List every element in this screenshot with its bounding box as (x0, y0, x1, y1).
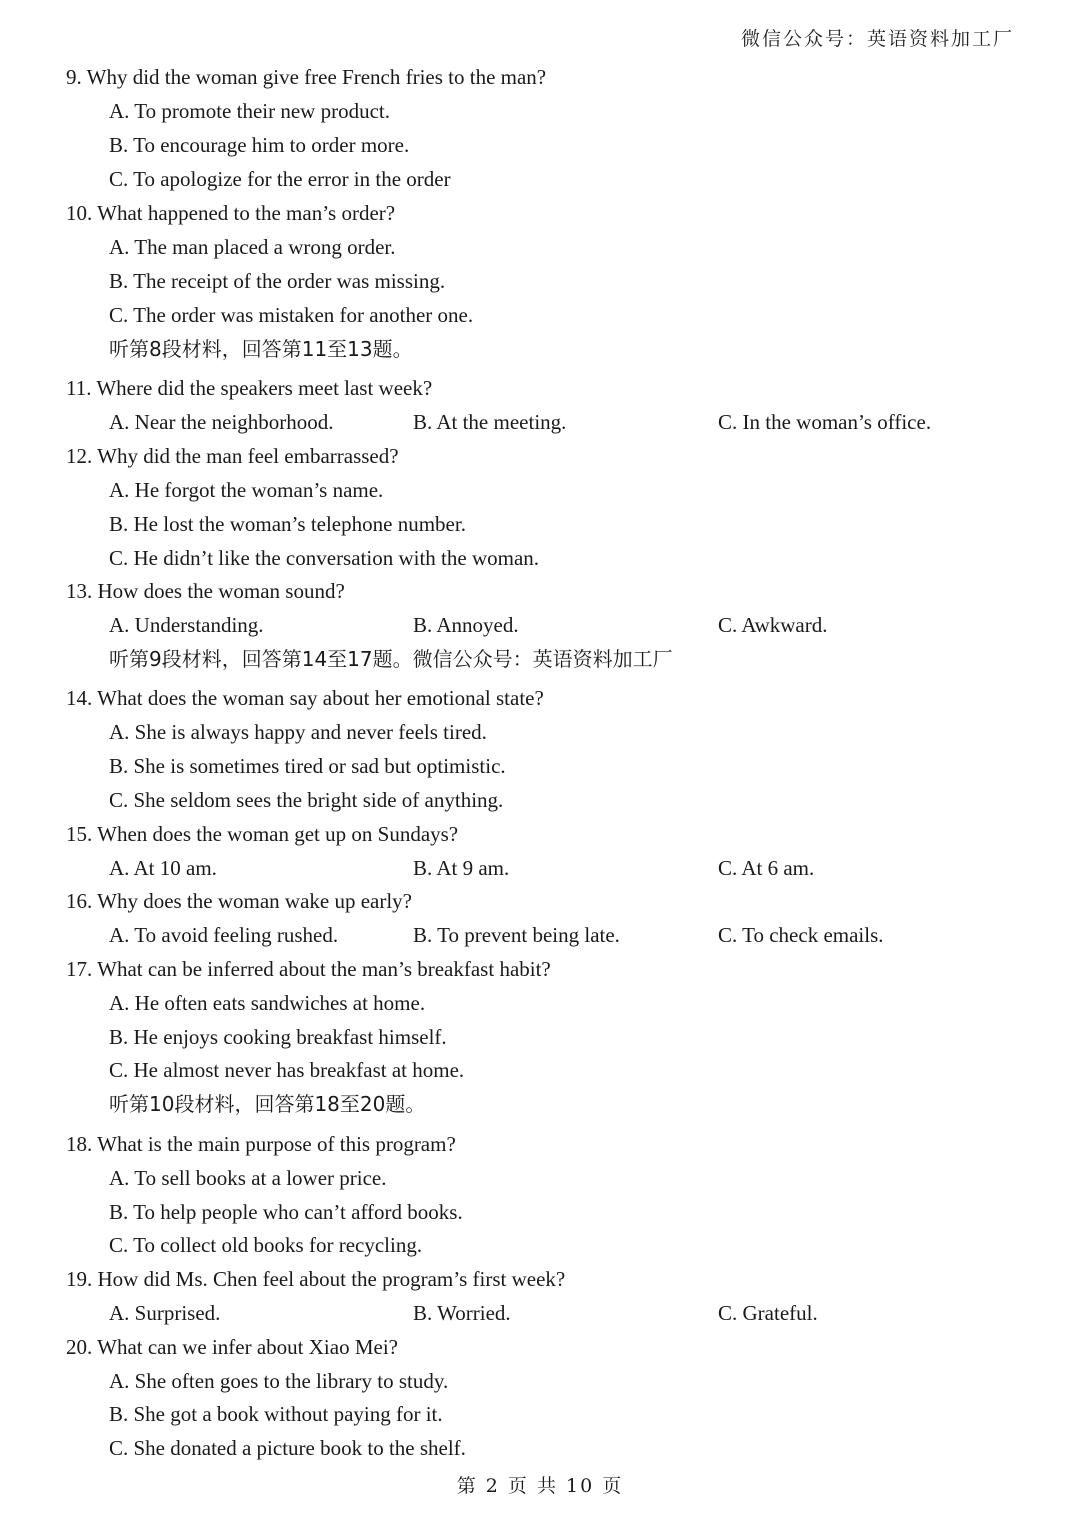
answer-option: B. He lost the woman’s telephone number. (109, 512, 466, 536)
option-b: B. To prevent being late. (413, 923, 620, 947)
answer-option: C. To collect old books for recycling. (109, 1233, 423, 1257)
option-c: C. To check emails. (718, 923, 884, 947)
section-instruction: 听第10段材料，回答第18至20题。 (109, 1092, 426, 1116)
answer-option: A. To promote their new product. (109, 99, 390, 123)
answer-option: C. He almost never has breakfast at home. (109, 1058, 465, 1082)
answer-option: A. To sell books at a lower price. (109, 1166, 387, 1190)
question-stem: 19. How did Ms. Chen feel about the program’s first week? (66, 1267, 566, 1291)
question-stem: 11. Where did the speakers meet last week? (66, 376, 433, 400)
answer-option: C. She donated a picture book to the shelf. (109, 1436, 466, 1460)
option-b: B. Worried. (413, 1301, 511, 1325)
option-a: A. At 10 am. (109, 856, 217, 880)
question-stem: 10. What happened to the man’s order? (66, 201, 396, 225)
question-stem: 16. Why does the woman wake up early? (66, 889, 413, 913)
answer-option: A. He often eats sandwiches at home. (109, 991, 426, 1015)
answer-option: C. The order was mistaken for another one. (109, 303, 474, 327)
page-number: 第 2 页 共 10 页 (456, 1475, 624, 1497)
option-c: C. In the woman’s office. (718, 410, 932, 434)
question-stem: 9. Why did the woman give free French fries to the man? (66, 65, 547, 89)
header-watermark: 微信公众号：英语资料加工厂 (740, 28, 1014, 50)
option-b: B. At 9 am. (413, 856, 510, 880)
question-stem: 18. What is the main purpose of this program? (66, 1132, 456, 1156)
option-c: C. Grateful. (718, 1301, 818, 1325)
question-stem: 17. What can be inferred about the man’s breakfast habit? (66, 957, 551, 981)
option-a: A. Near the neighborhood. (109, 410, 334, 434)
answer-option: C. To apologize for the error in the order (109, 167, 451, 191)
section-instruction: 听第8段材料，回答第11至13题。 (109, 337, 413, 361)
option-c: C. At 6 am. (718, 856, 815, 880)
answer-option: B. The receipt of the order was missing. (109, 269, 446, 293)
answer-option: C. He didn’t like the conversation with the woman. (109, 546, 540, 570)
answer-option: B. To help people who can’t afford books. (109, 1200, 463, 1224)
option-c: C. Awkward. (718, 613, 828, 637)
question-stem: 14. What does the woman say about her emotional state? (66, 686, 544, 710)
answer-option: C. She seldom sees the bright side of anything. (109, 788, 504, 812)
option-a: A. Surprised. (109, 1301, 221, 1325)
answer-option: A. She often goes to the library to study. (109, 1369, 449, 1393)
option-a: A. Understanding. (109, 613, 264, 637)
answer-option: A. She is always happy and never feels tired. (109, 720, 487, 744)
answer-option: B. To encourage him to order more. (109, 133, 410, 157)
answer-option: B. He enjoys cooking breakfast himself. (109, 1025, 447, 1049)
question-stem: 12. Why did the man feel embarrassed? (66, 444, 399, 468)
option-b: B. At the meeting. (413, 410, 567, 434)
answer-option: A. He forgot the woman’s name. (109, 478, 384, 502)
answer-option: A. The man placed a wrong order. (109, 235, 396, 259)
section-instruction: 听第9段材料，回答第14至17题。微信公众号：英语资料加工厂 (109, 647, 673, 671)
answer-option: B. She got a book without paying for it. (109, 1402, 443, 1426)
question-stem: 13. How does the woman sound? (66, 579, 345, 603)
question-stem: 15. When does the woman get up on Sundays? (66, 822, 459, 846)
option-b: B. Annoyed. (413, 613, 519, 637)
option-a: A. To avoid feeling rushed. (109, 923, 339, 947)
question-stem: 20. What can we infer about Xiao Mei? (66, 1335, 398, 1359)
answer-option: B. She is sometimes tired or sad but optimistic. (109, 754, 506, 778)
